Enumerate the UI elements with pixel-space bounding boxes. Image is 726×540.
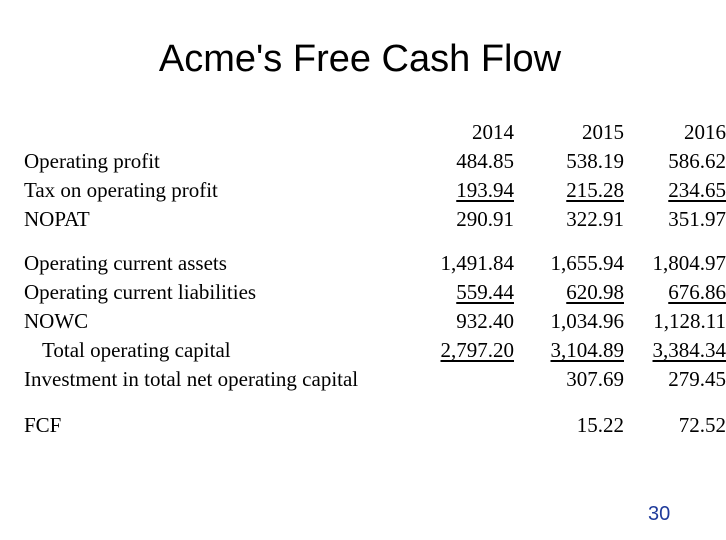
cell-2016 (604, 336, 726, 365)
row-label: Tax on operating profit (24, 178, 218, 202)
cell-value: 193.94 (456, 178, 514, 202)
cell-2015: 322.91 (566, 207, 624, 231)
cell-2016: 72.52 (678, 413, 726, 437)
row-label: NOPAT (24, 207, 90, 231)
cell-2016 (604, 176, 726, 205)
cell-2016: 586.62 (668, 149, 726, 173)
cell-2016: 1,128.11 (653, 309, 726, 333)
row-label: FCF (24, 413, 62, 437)
cell-2015: 307.69 (566, 367, 624, 391)
cell-2014 (392, 278, 514, 307)
cell-value: 234.65 (668, 178, 726, 202)
cell-2014: 932.40 (456, 309, 514, 333)
cell-value: 3,384.34 (652, 338, 726, 362)
cell-2016: 279.45 (668, 367, 726, 391)
cell-2015: 15.22 (576, 413, 624, 437)
row-label: Operating current liabilities (24, 280, 257, 304)
row-label: Operating profit (24, 149, 160, 173)
cell-value: 2,797.20 (440, 338, 514, 362)
cell-2014 (392, 336, 514, 365)
slide-title: Acme's Free Cash Flow (158, 38, 562, 80)
page-number: 30 (648, 503, 671, 525)
year-2014-header: 2014 (472, 120, 514, 144)
row-label: NOWC (24, 309, 89, 333)
cell-2016: 351.97 (668, 207, 726, 231)
cell-2014: 290.91 (456, 207, 514, 231)
row-label: Total operating capital (42, 338, 231, 362)
cell-value: 676.86 (668, 280, 726, 304)
cell-value: 620.98 (566, 280, 624, 304)
row-label: Operating current assets (24, 251, 227, 275)
cell-value: 215.28 (566, 178, 624, 202)
year-2016-header: 2016 (684, 120, 726, 144)
year-2015-header: 2015 (582, 120, 624, 144)
cell-2015: 1,655.94 (550, 251, 624, 275)
cell-value: 3,104.89 (550, 338, 624, 362)
cell-2016 (604, 278, 726, 307)
cell-2015: 1,034.96 (550, 309, 624, 333)
cell-2014: 1,491.84 (440, 251, 514, 275)
cell-value: 559.44 (456, 280, 514, 304)
cell-2014 (392, 176, 514, 205)
cell-2016: 1,804.97 (652, 251, 726, 275)
row-label: Investment in total net operating capital (24, 367, 359, 391)
cell-2014: 484.85 (456, 149, 514, 173)
cell-2015: 538.19 (566, 149, 624, 173)
